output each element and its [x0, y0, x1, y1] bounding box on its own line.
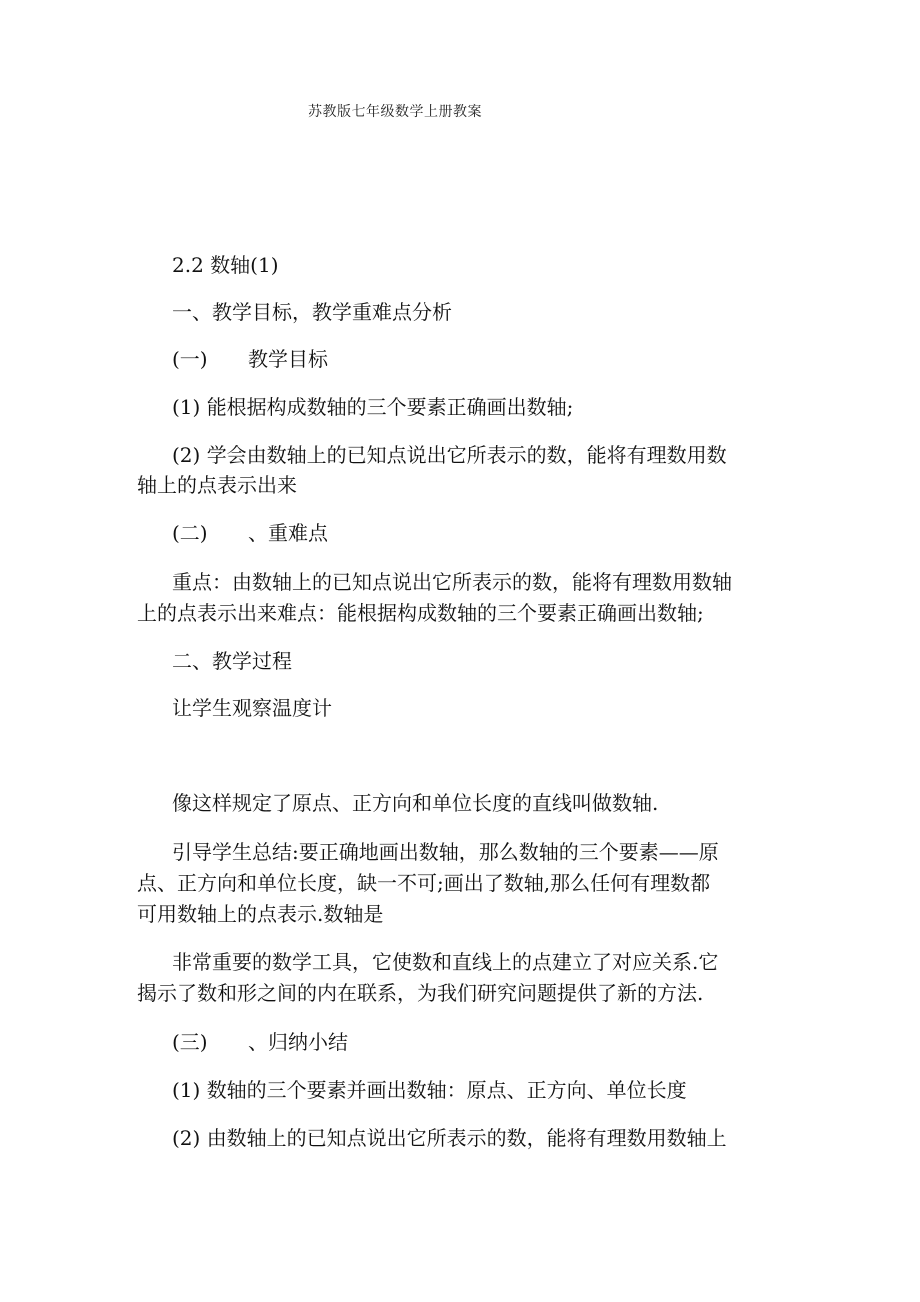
key-points-line-1: 重点：由数轴上的已知点说出它所表示的数，能将有理数用数轴	[172, 570, 732, 594]
heading-process: 二、教学过程	[172, 649, 292, 673]
summary-line-1: 引导学生总结:要正确地画出数轴，那么数轴的三个要素——原	[172, 840, 719, 864]
subheading-text: 、重难点	[248, 521, 328, 545]
importance-line-1: 非常重要的数学工具，它使数和直线上的点建立了对应关系.它	[172, 950, 719, 974]
objective-2-line-1: (2) 学会由数轴上的已知点说出它所表示的数，能将有理数用数	[172, 443, 727, 467]
subheading-objectives	[0, 344, 920, 374]
subheading-text: 教学目标	[248, 347, 328, 371]
objective-1: (1) 能根据构成数轴的三个要素正确画出数轴;	[172, 395, 574, 419]
summary-line-3: 可用数轴上的点表示.数轴是	[137, 902, 384, 926]
paragraph-thermometer: 让学生观察温度计	[172, 696, 332, 720]
summary-line-2: 点、正方向和单位长度，缺一不可;画出了数轴,那么任何有理数都	[137, 871, 711, 895]
key-points-line-2: 上的点表示出来难点：能根据构成数轴的三个要素正确画出数轴;	[137, 601, 704, 625]
subheading-text: 、归纳小结	[248, 1030, 348, 1054]
paragraph-definition: 像这样规定了原点、正方向和单位长度的直线叫做数轴.	[172, 791, 659, 815]
subheading-key-points	[0, 518, 920, 548]
section-title: 2.2 数轴(1)	[172, 253, 279, 277]
page-header: 苏教版七年级数学上册教案	[308, 104, 482, 120]
subheading-label: (一)	[172, 347, 208, 371]
objective-2-line-2: 轴上的点表示出来	[137, 473, 297, 497]
subheading-label: (二)	[172, 521, 208, 545]
importance-line-2: 揭示了数和形之间的内在联系，为我们研究问题提供了新的方法.	[137, 981, 704, 1005]
subheading-label: (三)	[172, 1030, 208, 1054]
summary-point-2: (2) 由数轴上的已知点说出它所表示的数，能将有理数用数轴上	[172, 1126, 727, 1150]
subheading-summary	[0, 1027, 920, 1057]
summary-point-1: (1) 数轴的三个要素并画出数轴：原点、正方向、单位长度	[172, 1078, 687, 1102]
heading-objectives-analysis: 一、教学目标，教学重难点分析	[172, 300, 452, 324]
